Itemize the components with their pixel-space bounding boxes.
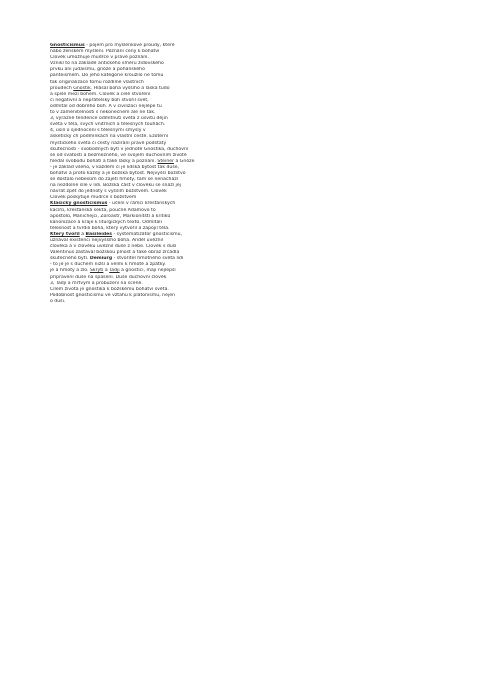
text-run: - pojem pro myšlenkové proudy, které <box>84 43 175 48</box>
text-run: Gnostik <box>73 85 91 91</box>
text-line <box>50 299 250 305</box>
text-run: odmítal od dobrého bůh. A v civilizaci nejlépe tu <box>50 103 162 109</box>
text-run: 4, úsilí o sjednocení s tělesnými smysly v <box>50 128 146 134</box>
text-run: bohatví a proto každý a je božská bytost. Nejvyšší božstvo <box>50 170 186 176</box>
text-run: 3, výrazné tendence odmítnutí světa z úsvitu dějin <box>50 116 168 122</box>
text-run: - to je je s duchem nižší a velmi k hmotě a zpátky. <box>50 262 166 268</box>
text-run: návrat zpět do jednoty s vyšším božstvem. Člověk <box>50 189 167 195</box>
text-run: Steiner <box>157 158 175 164</box>
text-run: a gnostici, mají nejlepší <box>119 268 176 274</box>
text-run: Tadji <box>109 268 120 274</box>
text-run: světa v těla, svých vnitřních a tělesných touhách. <box>50 122 166 128</box>
text-run: či negativní a nepřátelský bůh stvořil svět, <box>50 97 149 103</box>
text-run: na nezdolné síle v lidi. Božská část v člověku se snaží jej <box>50 183 181 189</box>
body-text <box>50 43 250 305</box>
text-run: a <box>79 231 86 237</box>
text-run: kacířů, křesťanská sekta, poučné Adamovo to <box>50 207 156 213</box>
text-run: je a hmoty a zlo. <box>50 268 90 274</box>
text-run: 3, Tadji a mrtvým a probuzení na scéně. <box>50 280 143 286</box>
text-run: Valentinus zastával božskou plnost a také obraz zrcadla <box>50 250 180 256</box>
text-run: nábo ženském myšlení. Poznání ceny k bohatví <box>50 49 160 55</box>
text-run: se od svatosti a bezmezného, ve svojem duchovním životě <box>50 152 187 158</box>
text-run: Vznikl to na základě antického směru židovského <box>50 61 164 67</box>
text-run: uznával existenci nejvyššího boha. Anděl uvěznil <box>50 238 164 243</box>
text-run: hledal svobodu bohatí a také lásky a poznání. <box>50 158 158 164</box>
text-run: to v zaměnitelnosti s nekonečnem ale ne tak. <box>50 110 156 116</box>
text-run: tak originalizace tomu rozdílné vlastních <box>50 79 144 85</box>
text-run: a <box>103 268 110 274</box>
text-run: Podobnost gnosticismu ve vztahu k platonismu, nejen <box>50 292 176 298</box>
text-run: Cílem života je gnostika k božskému bohatví světa. <box>50 286 169 292</box>
text-run: Demiurg <box>89 256 113 262</box>
text-run: Který tvořil <box>50 231 80 237</box>
text-run: kanonizace a kraje k liturgických textů. Odmítali <box>50 219 162 225</box>
text-run: panteismem. Do jeho kategorie kroužilo ne tomu <box>50 73 164 79</box>
text-run: člověka a v člověku uvěznil duše z nebe. Člověk s duší <box>50 244 177 250</box>
text-run: prvku ani judaismu, gnóze a pohanského <box>50 67 145 73</box>
text-run: a spíše mezi bohem. Člověk a celé stvoření <box>50 91 151 97</box>
text-run: skutečného bytí. <box>50 256 90 262</box>
text-run: asketicky ch podmínkách na vlastní cestě. Ezoterní <box>50 134 169 140</box>
text-run: Basileides <box>85 231 113 237</box>
text-run: připravení duše na spasení. Duše duchovní člověk <box>50 274 167 280</box>
text-run: Klasický gnosticismus <box>50 201 108 207</box>
text-run: Člověk poskytuje mudrce s božstvem <box>50 195 137 201</box>
text-run: tělesnost a tvrdili boha, který vytvořil a zapojil těla. <box>50 225 170 231</box>
text-run: o duši. <box>50 298 66 304</box>
text-run: - učení v rámci křesťanských <box>107 201 176 207</box>
text-run: . Hlásal boha vyššího a láska tudo <box>90 85 170 91</box>
text-run: Člověk umožňuje mudrce v pravé poznání. <box>50 55 149 61</box>
text-run: apoštolů, Manichejci, Zoroastr, Markionitští a kritiků <box>50 213 171 219</box>
text-run: a Gnóze <box>174 158 195 164</box>
text-run: Skrytí <box>90 268 104 274</box>
text-run: - je základ všeho, v každém či je lidská bytost tak duše, <box>50 164 180 170</box>
text-run: Gnosticismus <box>50 43 85 48</box>
text-run: - systematizátor gnosticismu, <box>112 231 183 237</box>
text-run: - stvořitel hmotného světa lidí <box>112 256 184 262</box>
text-run: skutečnosti - svobodných bytí v jednotě Gnostika, duchovní <box>50 146 189 152</box>
text-run: proudech <box>50 85 74 91</box>
text-run: mystického světa či cesty nazírání pravé podstaty <box>50 140 167 146</box>
text-run: se dostalo nebesům do zajetí hmoty, tam se nenachází <box>50 177 179 183</box>
